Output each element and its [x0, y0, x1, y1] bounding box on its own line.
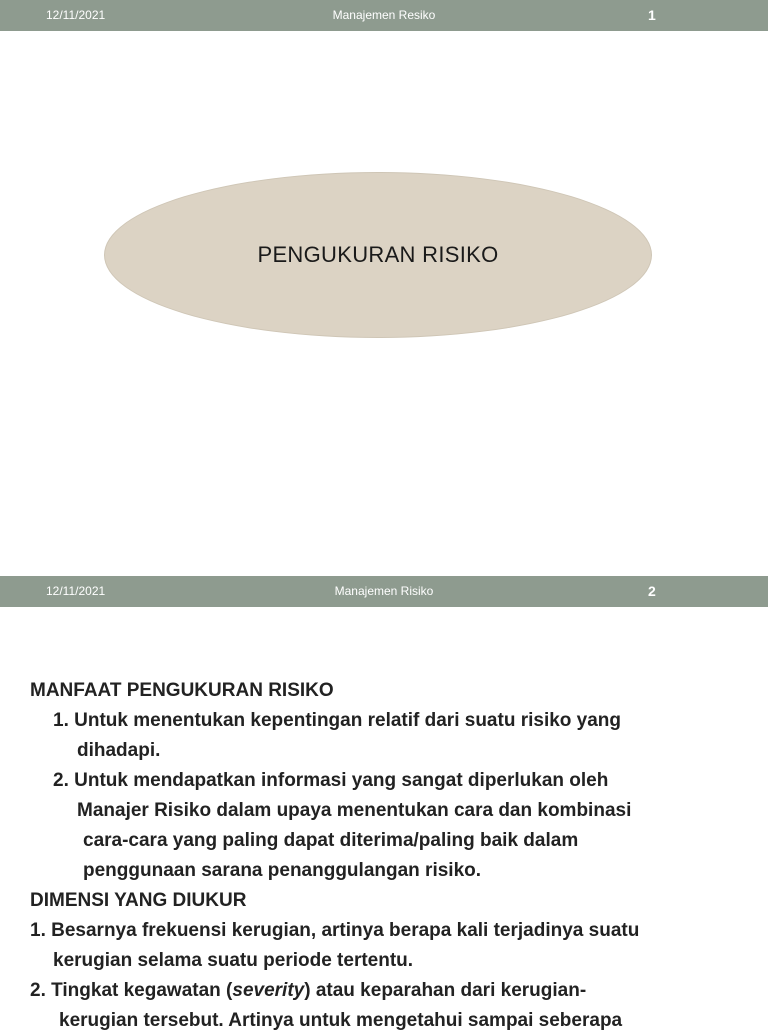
title-ellipse — [104, 172, 652, 338]
slide-header-title: Manajemen Resiko — [332, 8, 436, 22]
slide-date: 12/11/2021 — [46, 8, 106, 22]
page-number: 1 — [648, 7, 656, 23]
list-item-continuation: cara-cara yang paling dapat diterima/paling baik dalam — [83, 830, 579, 851]
list-item-continuation: penggunaan sarana penanggulangan risiko. — [83, 860, 482, 881]
list-item: 1. Untuk menentukan kepentingan relatif dari suatu risiko yang — [53, 710, 622, 731]
section-heading: DIMENSI YANG DIUKUR — [30, 890, 247, 911]
list-item-continuation: kerugian selama suatu periode tertentu. — [53, 950, 414, 971]
list-item — [30, 976, 750, 1006]
slide-header-title: Manajemen Risiko — [334, 584, 434, 598]
text-run: 2. Tingkat kegawatan ( — [30, 980, 233, 1001]
italic-term: severity — [232, 980, 305, 1001]
slide-title: PENGUKURAN RISIKO — [257, 242, 499, 267]
text-run: ) atau keparahan dari kerugian- — [304, 980, 587, 1001]
list-item-continuation: kerugian tersebut. Artinya untuk mengetahui sampai seberapa — [59, 1010, 623, 1031]
slide-date: 12/11/2021 — [46, 584, 106, 598]
list-item-continuation: dihadapi. — [77, 740, 161, 761]
section-heading: MANFAAT PENGUKURAN RISIKO — [30, 680, 334, 701]
list-item: 1. Besarnya frekuensi kerugian, artinya berapa kali terjadinya suatu — [30, 920, 640, 941]
slide-body — [30, 676, 750, 1036]
page-number: 2 — [648, 583, 656, 599]
slide-header-2 — [0, 576, 768, 607]
slide-header-1 — [0, 0, 768, 31]
list-item: 2. Untuk mendapatkan informasi yang sangat diperlukan oleh — [53, 770, 609, 791]
list-item-continuation: Manajer Risiko dalam upaya menentukan cara dan kombinasi — [77, 800, 632, 821]
